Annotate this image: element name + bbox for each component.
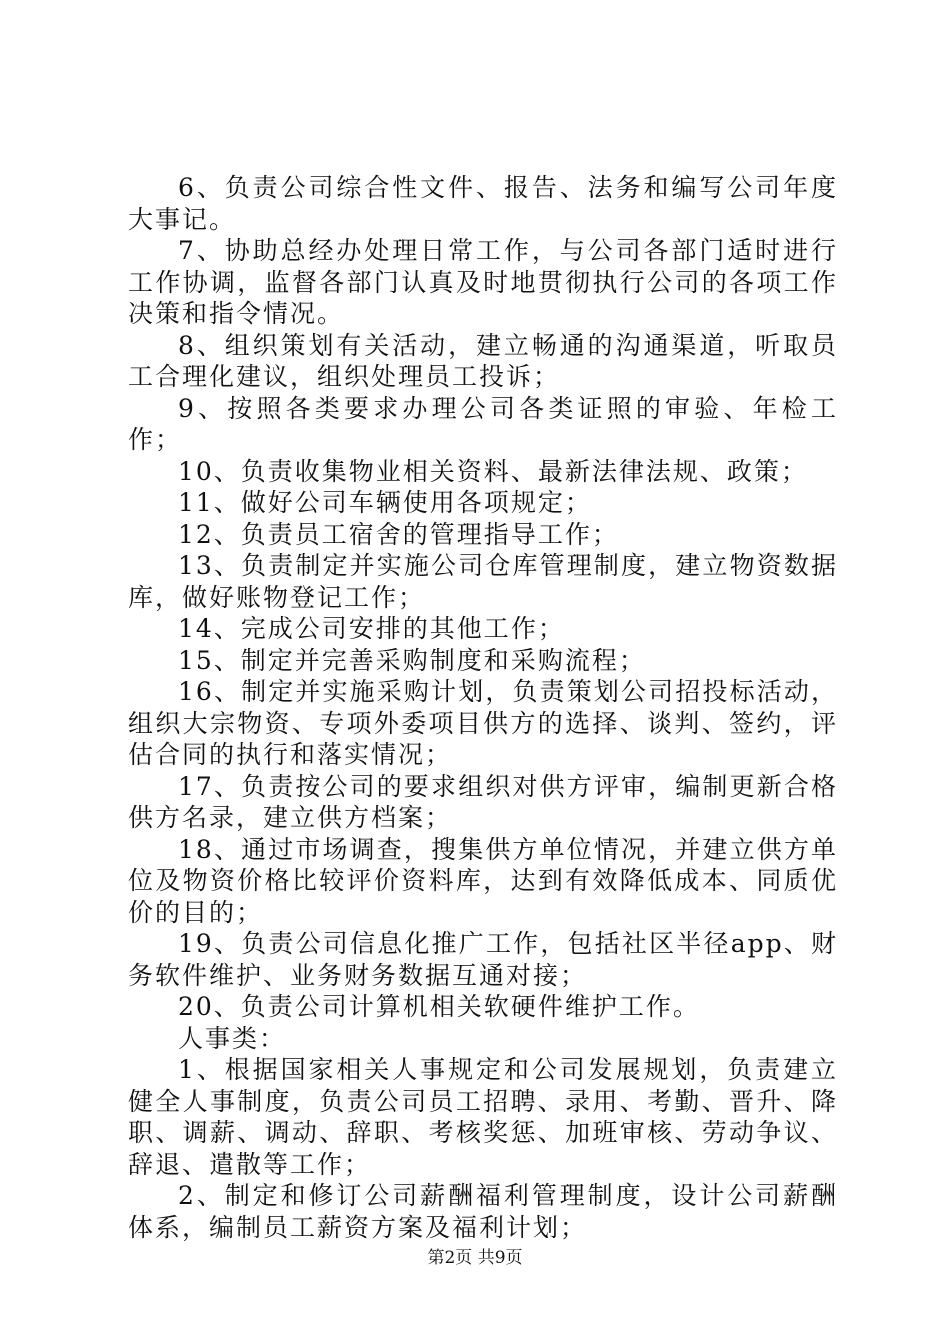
paragraph-item-10: 10、负责收集物业相关资料、最新法律法规、政策； (178, 456, 808, 486)
paragraph-item-12: 12、负责员工宿舍的管理指导工作； (178, 519, 619, 549)
page-number-footer: 第2页 共9页 (427, 1248, 523, 1268)
paragraph-item-18: 18、通过市场调查，搜集供方单位情况，并建立供方单位及物资价格比较评价资料库，达到有效降低成本、同质优价的目的； (128, 834, 838, 927)
paragraph-hr-item-1: 1、根据国家相关人事规定和公司发展规划，负责建立健全人事制度，负责公司员工招聘、录用、考勤、晋升、降职、调薪、调动、辞职、考核奖惩、加班审核、劳动争议、辞退、遣散等工作； (128, 1055, 838, 1179)
document-body (128, 172, 838, 1243)
paragraph-item-20: 20、负责公司计算机相关软硬件维护工作。 (178, 992, 700, 1021)
paragraph-item-14: 14、完成公司安排的其他工作； (178, 614, 565, 643)
paragraph-item-7: 7、协助总经办处理日常工作，与公司各部门适时进行工作协调，监督各部门认真及时地贯彻执行公司的各项工作决策和指令情况。 (128, 236, 838, 328)
paragraph-item-15: 15、制定并完善采购制度和采购流程； (178, 645, 646, 675)
paragraph-item-13: 13、负责制定并实施公司仓库管理制度，建立物资数据库，做好账物登记工作； (128, 551, 838, 612)
paragraph-item-9: 9、按照各类要求办理公司各类证照的审验、年检工作； (128, 393, 838, 454)
section-heading-hr: 人事类： (178, 1023, 287, 1053)
paragraph-item-19: 19、负责公司信息化推广工作，包括社区半径app、财务软件维护、业务财务数据互通对接； (128, 929, 838, 990)
paragraph-item-17: 17、负责按公司的要求组织对供方评审，编制更新合格供方名录，建立供方档案； (128, 771, 838, 832)
paragraph-item-6: 6、负责公司综合性文件、报告、法务和编写公司年度大事记。 (128, 173, 838, 234)
paragraph-item-11: 11、做好公司车辆使用各项规定； (178, 488, 592, 517)
paragraph-item-16: 16、制定并实施采购计划，负责策划公司招投标活动，组织大宗物资、专项外委项目供方的选择、谈判、签约，评估合同的执行和落实情况； (128, 677, 838, 769)
paragraph-hr-item-2: 2、制定和修订公司薪酬福利管理制度，设计公司薪酬体系，编制员工薪资方案及福利计划； (128, 1181, 838, 1242)
paragraph-item-8: 8、组织策划有关活动，建立畅通的沟通渠道，听取员工合理化建议，组织处理员工投诉； (128, 330, 838, 391)
